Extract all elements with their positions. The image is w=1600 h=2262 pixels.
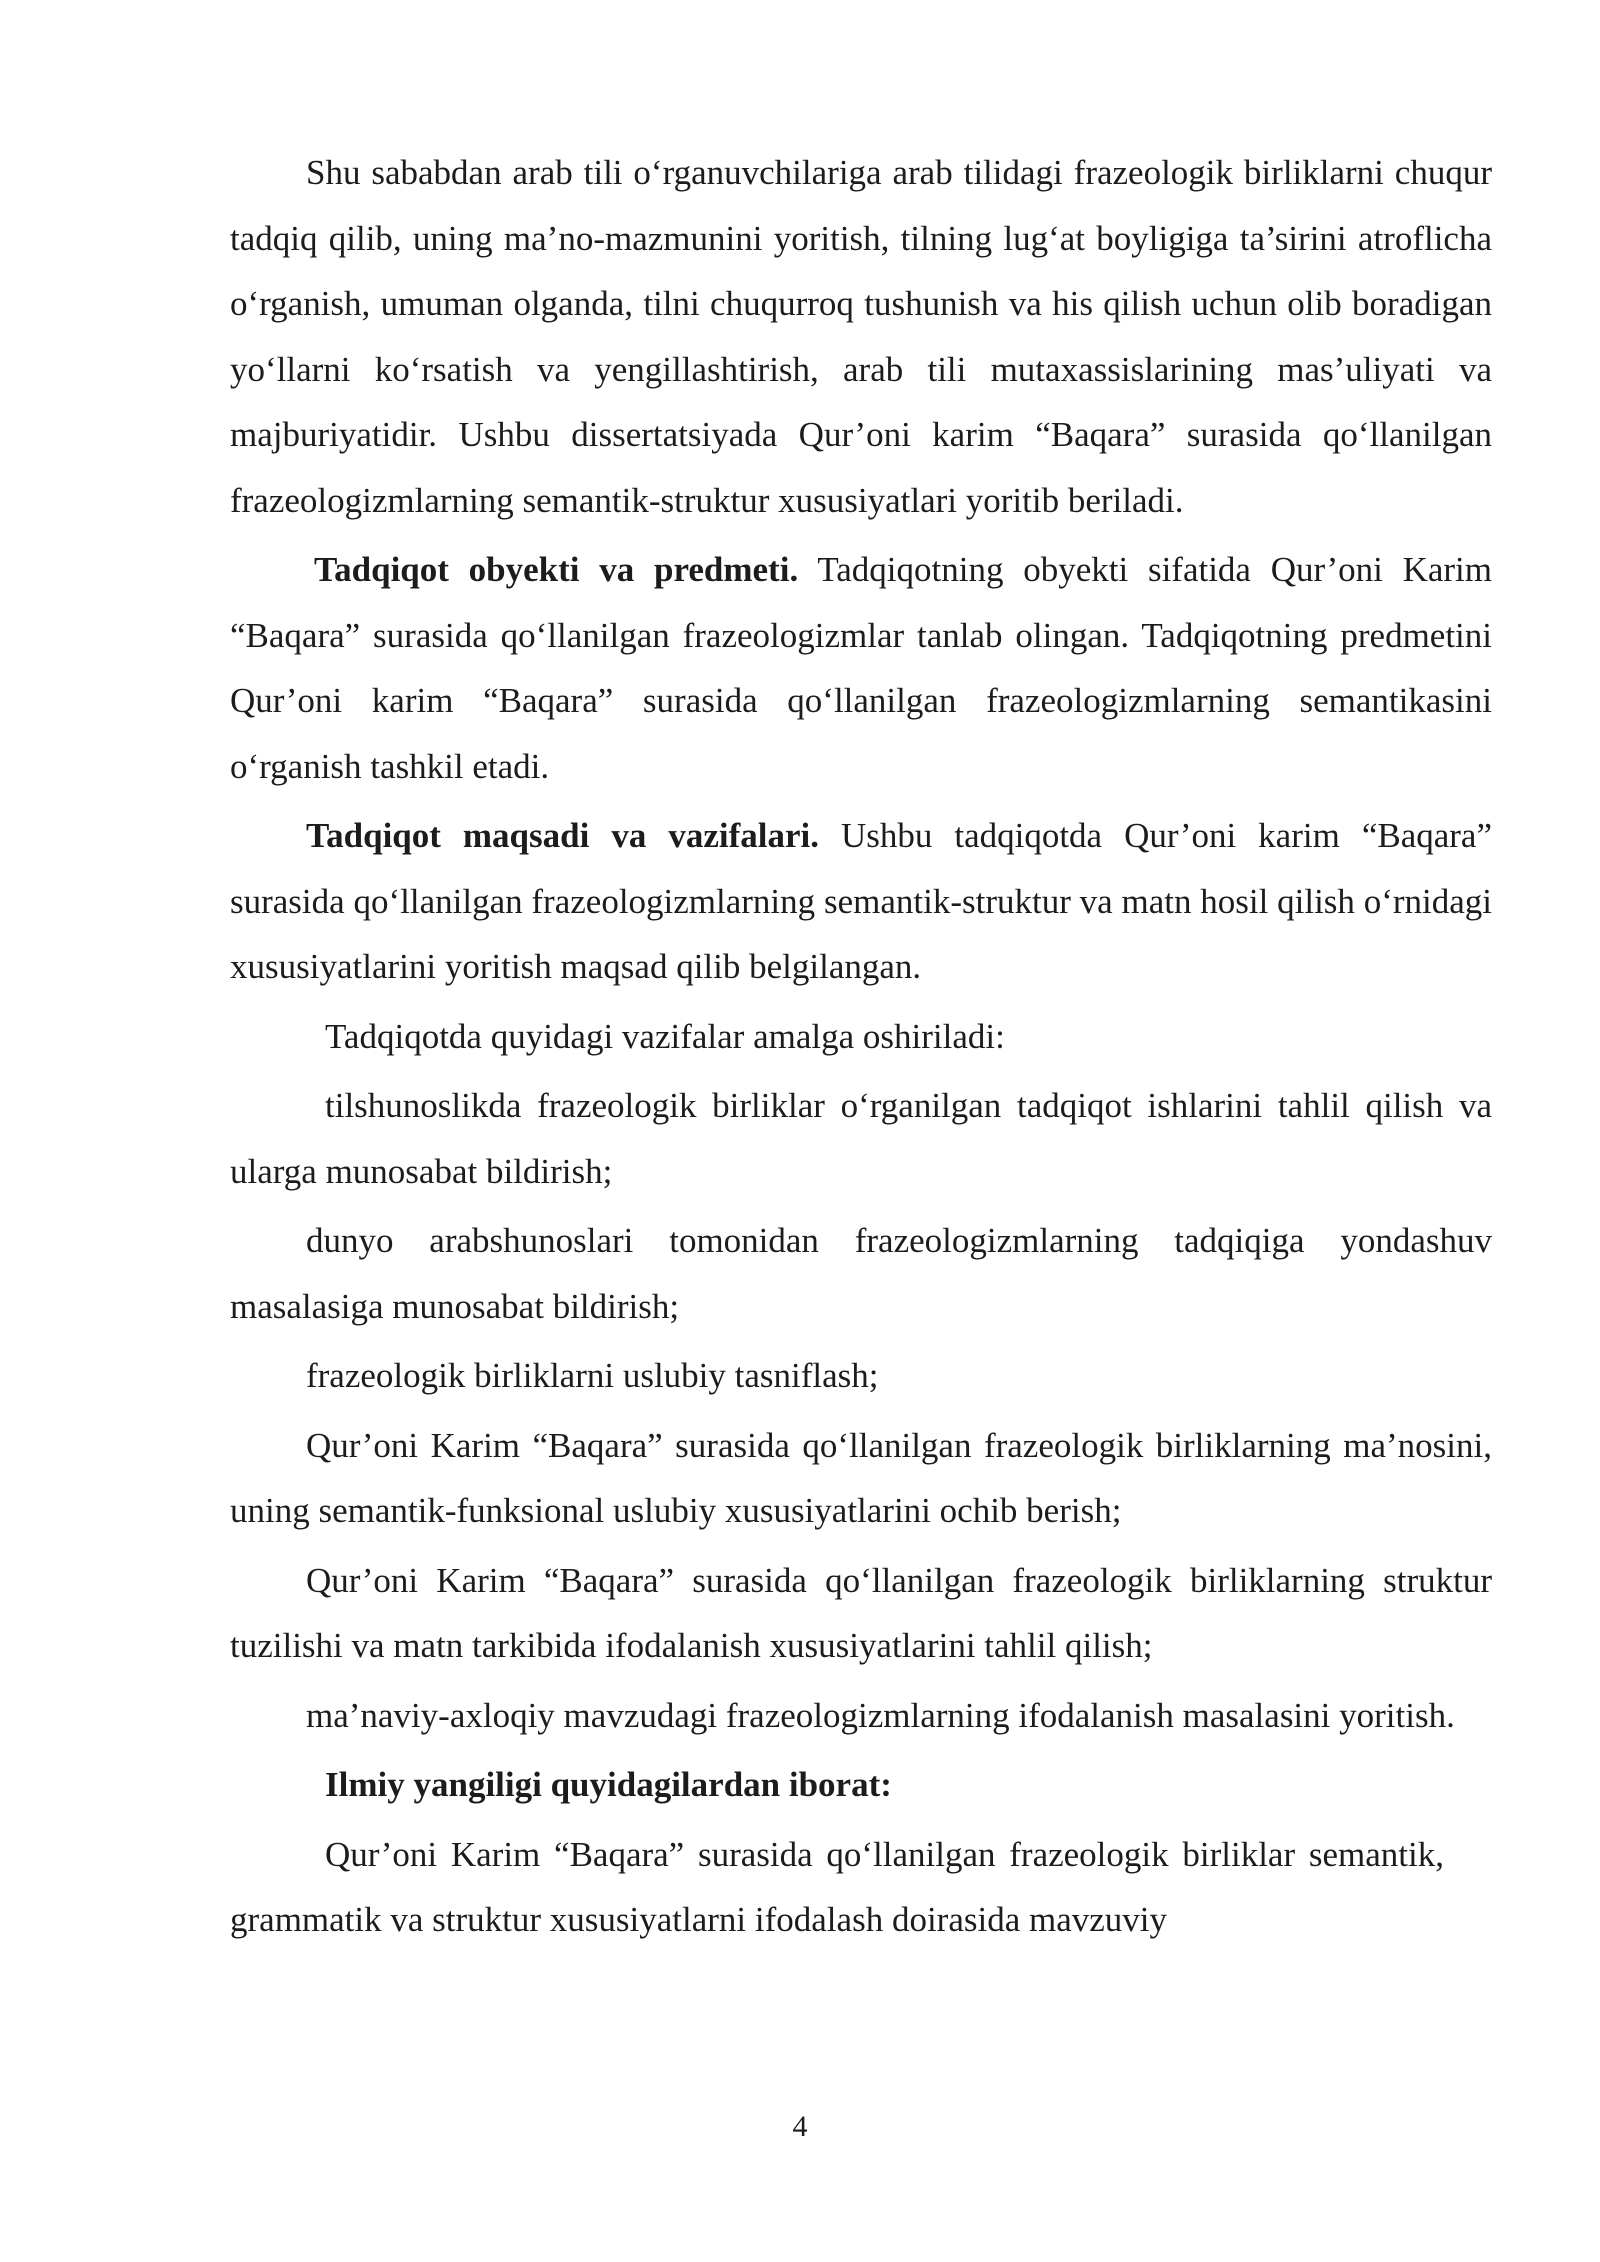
goal-text: Ushbu tadqiqotda Qur’oni karim “Baqara” surasida qo‘llanilgan frazeologizmlarning semantik-struktur va matn hosil qilish o‘rnidagi xususiyatlarini yoritish maqsad qilib belgilangan. [230,816,1492,986]
paragraph-goal [230,803,1492,1000]
task-item: ma’naviy-axloqiy mavzudagi frazeologizmlarning ifodalanish masalasini yoritish. [306,1695,1455,1735]
task-item: frazeologik birliklarni uslubiy tasniflash; [306,1356,879,1395]
page-number: 4 [792,2110,808,2143]
task-item: Qur’oni Karim “Baqara” surasida qo‘llanilgan frazeologik birliklarning ma’nosini, uning semantik-funksional uslubiy xususiyatlarini ochib berish; [230,1425,1492,1530]
task-item: tilshunoslikda frazeologik birliklar o‘rganilgan tadqiqot ishlarini tahlil qilish va ularga munosabat bildirish; [230,1086,1492,1191]
document-page [230,140,1492,1953]
task-item: Qur’oni Karim “Baqara” surasida qo‘llanilgan frazeologik birliklarning struktur tuzilishi va matn tarkibida ifodalanish xususiyatlarini tahlil qilish; [230,1560,1492,1665]
paragraph-intro: Shu sababdan arab tili o‘rganuvchilariga arab tilidagi frazeologik birliklarni chuqur tadqiq qilib, uning ma’no-mazmunini yoritish, tilning lug‘at boyligiga ta’sirini atroflicha o‘rganish, umuman olganda, tilni chuqurroq tushunish va his qilish uchun olib boradigan yo‘llarni ko‘rsatish va yengillashtirish, arab tili mutaxassislarining mas’uliyati va majburiyatidir. Ushbu dissertatsiyada Qur’oni karim “Baqara” surasida qo‘llanilgan frazeologizmlarning semantik-struktur xususiyatlari yoritib beriladi. [230,153,1492,520]
object-heading: Tadqiqot obyekti va predmeti. [314,550,799,589]
tasks-intro: Tadqiqotda quyidagi vazifalar amalga oshiriladi: [325,1016,1005,1056]
task-item: dunyo arabshunoslari tomonidan frazeologizmlarning tadqiqiga yondashuv masalasiga munosabat bildirish; [230,1221,1492,1326]
novelty-text: Qur’oni Karim “Baqara” surasida qo‘llanilgan frazeologik birliklar semantik, grammatik va struktur xususiyatlarni ifodalash doirasida mavzuviy [230,1834,1444,1939]
novelty-heading: Ilmiy yangiligi quyidagilardan iborat: [325,1765,892,1804]
object-text: Tadqiqotning obyekti sifatida Qur’oni Karim “Baqara” surasida qo‘llanilgan frazeologizmlar tanlab olingan. Tadqiqotning predmetini Qur’oni karim “Baqara” surasida qo‘llanilgan frazeologizmlarning semantikasini o‘rganish tashkil etadi. [230,550,1492,786]
goal-heading: Tadqiqot maqsadi va vazifalari. [306,816,819,855]
paragraph-object [230,537,1492,799]
